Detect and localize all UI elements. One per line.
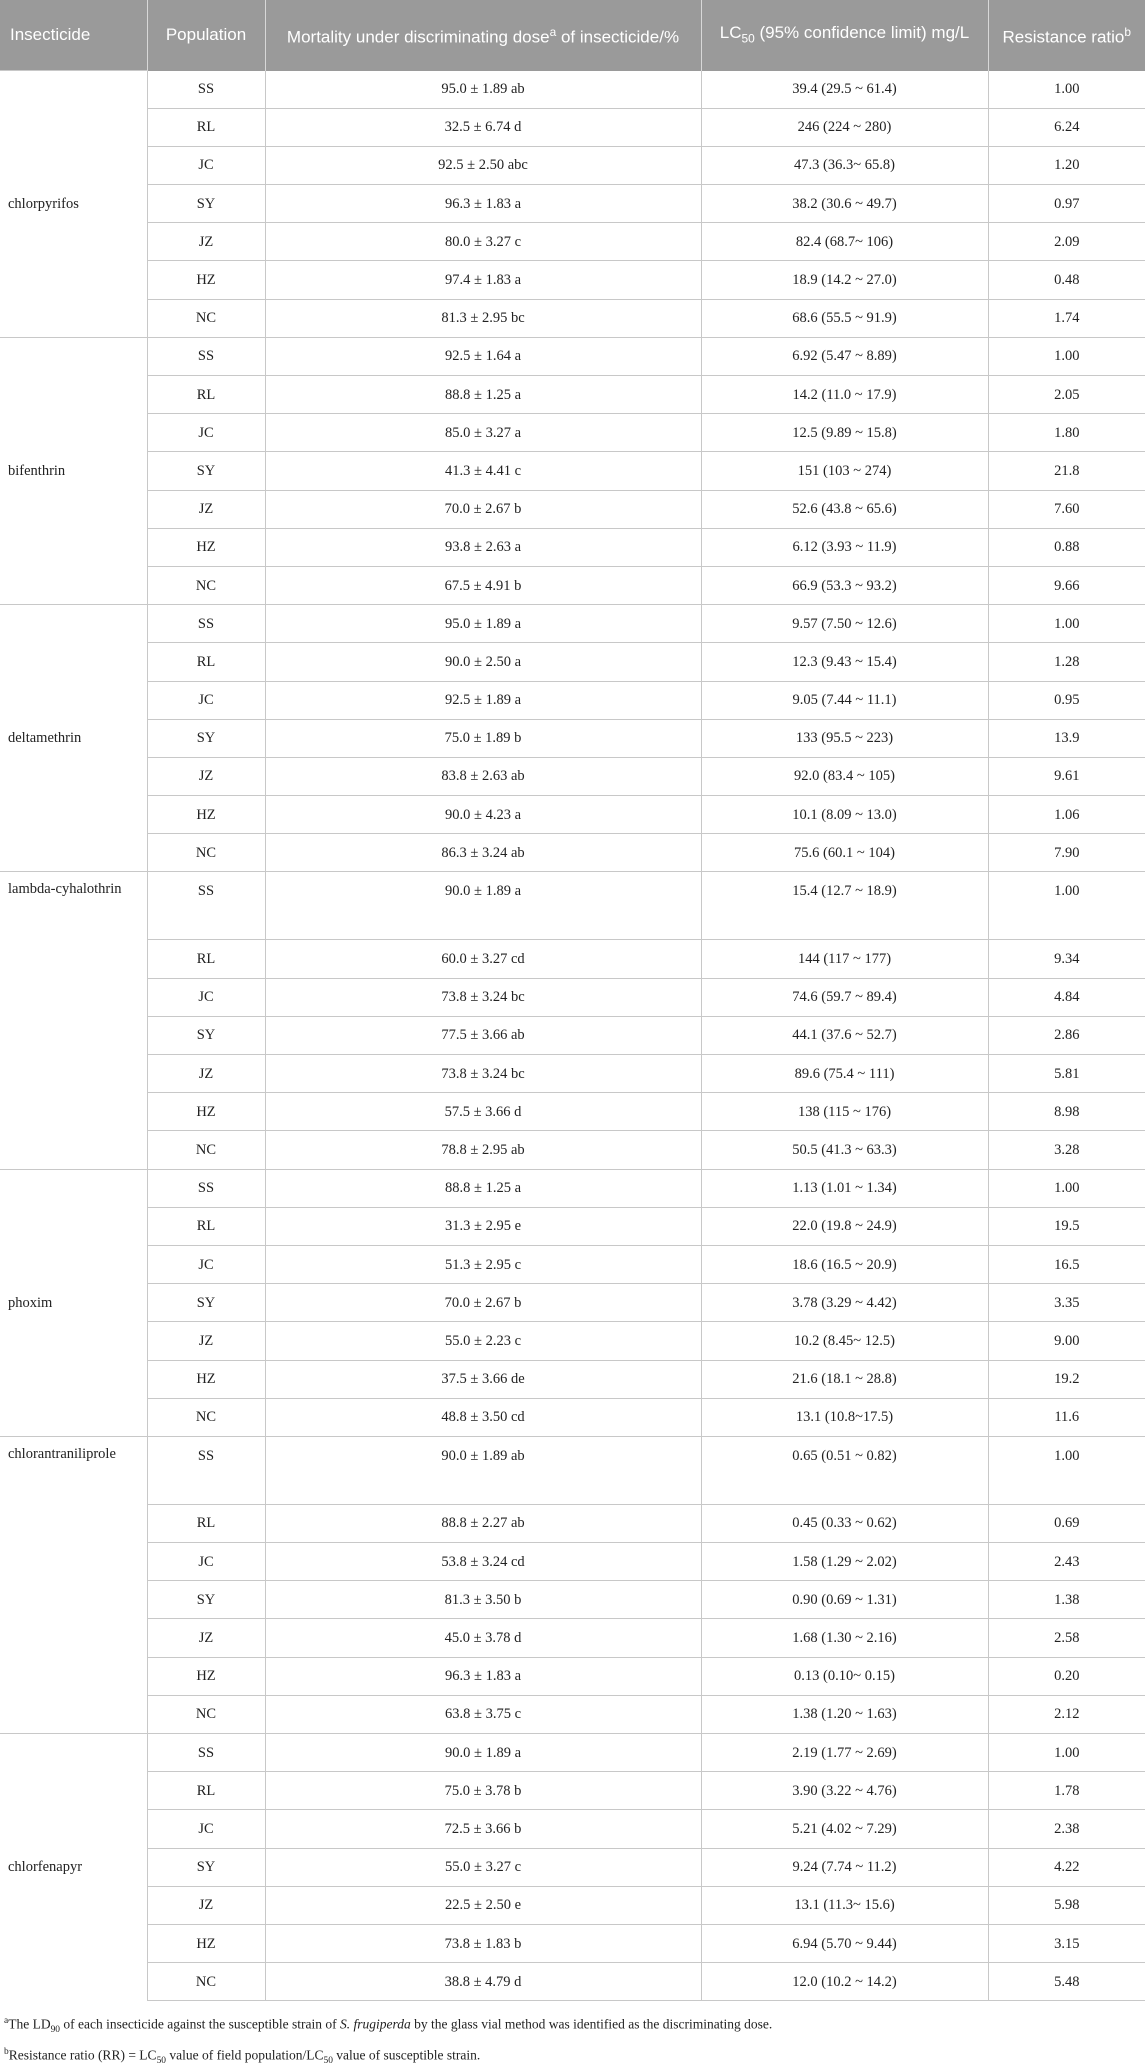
resistance-ratio-cell: 0.20 <box>988 1657 1145 1695</box>
population-cell: RL <box>147 1207 265 1245</box>
resistance-ratio-cell: 2.05 <box>988 376 1145 414</box>
lc50-cell: 10.1 (8.09 ~ 13.0) <box>701 796 988 834</box>
mortality-cell: 92.5 ± 1.89 a <box>265 681 701 719</box>
mortality-cell: 95.0 ± 1.89 ab <box>265 71 701 109</box>
footnote-marker-a: a <box>549 25 557 40</box>
mortality-cell: 70.0 ± 2.67 b <box>265 1284 701 1322</box>
mortality-cell: 85.0 ± 3.27 a <box>265 414 701 452</box>
mortality-cell: 75.0 ± 3.78 b <box>265 1772 701 1810</box>
resistance-ratio-cell: 1.74 <box>988 299 1145 337</box>
population-cell: SS <box>147 1436 265 1504</box>
table-row <box>0 223 1145 261</box>
mortality-cell: 31.3 ± 2.95 e <box>265 1207 701 1245</box>
lc50-cell: 21.6 (18.1 ~ 28.8) <box>701 1360 988 1398</box>
mortality-cell: 77.5 ± 3.66 ab <box>265 1016 701 1054</box>
mortality-cell: 95.0 ± 1.89 a <box>265 605 701 643</box>
resistance-ratio-cell: 1.00 <box>988 337 1145 375</box>
table-row <box>0 1543 1145 1581</box>
table-row <box>0 1848 1145 1886</box>
table-row <box>0 719 1145 757</box>
footnote-a-marker: a <box>4 2016 9 2027</box>
table-row <box>0 1963 1145 2001</box>
table-row <box>0 1398 1145 1436</box>
mortality-cell: 70.0 ± 2.67 b <box>265 490 701 528</box>
mortality-cell: 32.5 ± 6.74 d <box>265 108 701 146</box>
header-resistance-ratio <box>988 0 1145 71</box>
resistance-ratio-cell: 1.20 <box>988 146 1145 184</box>
population-cell: JZ <box>147 223 265 261</box>
lc50-cell: 1.13 (1.01 ~ 1.34) <box>701 1169 988 1207</box>
resistance-ratio-cell: 6.24 <box>988 108 1145 146</box>
population-cell: HZ <box>147 1657 265 1695</box>
lc50-cell: 3.78 (3.29 ~ 4.42) <box>701 1284 988 1322</box>
lc50-cell: 18.9 (14.2 ~ 27.0) <box>701 261 988 299</box>
resistance-ratio-cell: 2.58 <box>988 1619 1145 1657</box>
lc50-cell: 12.5 (9.89 ~ 15.8) <box>701 414 988 452</box>
population-cell: JZ <box>147 490 265 528</box>
population-cell: RL <box>147 108 265 146</box>
mortality-cell: 48.8 ± 3.50 cd <box>265 1398 701 1436</box>
table-row <box>0 337 1145 375</box>
table-row <box>0 146 1145 184</box>
lc50-cell: 89.6 (75.4 ~ 111) <box>701 1055 988 1093</box>
header-population: Population <box>147 0 265 71</box>
mortality-cell: 96.3 ± 1.83 a <box>265 185 701 223</box>
insecticide-cell: phoxim <box>0 1169 147 1436</box>
population-cell: SY <box>147 719 265 757</box>
resistance-ratio-cell: 8.98 <box>988 1093 1145 1131</box>
table-row <box>0 1695 1145 1733</box>
table-row <box>0 490 1145 528</box>
footnote-a-text: The LD <box>8 2016 51 2032</box>
lc50-cell: 0.13 (0.10~ 0.15) <box>701 1657 988 1695</box>
population-cell: HZ <box>147 528 265 566</box>
resistance-ratio-cell: 1.78 <box>988 1772 1145 1810</box>
resistance-ratio-cell: 0.88 <box>988 528 1145 566</box>
mortality-cell: 63.8 ± 3.75 c <box>265 1695 701 1733</box>
table-row <box>0 1131 1145 1169</box>
mortality-cell: 53.8 ± 3.24 cd <box>265 1543 701 1581</box>
table-row <box>0 452 1145 490</box>
population-cell: SY <box>147 1016 265 1054</box>
resistance-ratio-cell: 21.8 <box>988 452 1145 490</box>
population-cell: JZ <box>147 1619 265 1657</box>
mortality-cell: 55.0 ± 3.27 c <box>265 1848 701 1886</box>
population-cell: SS <box>147 337 265 375</box>
table-row <box>0 414 1145 452</box>
table-row <box>0 1504 1145 1542</box>
header-mortality <box>265 0 701 71</box>
population-cell: JZ <box>147 1886 265 1924</box>
mortality-cell: 55.0 ± 2.23 c <box>265 1322 701 1360</box>
resistance-ratio-cell: 11.6 <box>988 1398 1145 1436</box>
lc50-cell: 9.05 (7.44 ~ 11.1) <box>701 681 988 719</box>
mortality-cell: 81.3 ± 3.50 b <box>265 1581 701 1619</box>
lc50-cell: 246 (224 ~ 280) <box>701 108 988 146</box>
population-cell: SY <box>147 452 265 490</box>
table-row <box>0 1886 1145 1924</box>
mortality-cell: 51.3 ± 2.95 c <box>265 1245 701 1283</box>
lc50-cell: 0.90 (0.69 ~ 1.31) <box>701 1581 988 1619</box>
table-row <box>0 796 1145 834</box>
table-row <box>0 834 1145 872</box>
lc50-cell: 18.6 (16.5 ~ 20.9) <box>701 1245 988 1283</box>
resistance-ratio-cell: 1.80 <box>988 414 1145 452</box>
table-row <box>0 872 1145 940</box>
resistance-ratio-cell: 0.97 <box>988 185 1145 223</box>
resistance-ratio-cell: 2.12 <box>988 1695 1145 1733</box>
header-lc-suffix: (95% confidence limit) mg/L <box>754 22 970 42</box>
population-cell: SS <box>147 71 265 109</box>
resistance-ratio-cell: 1.00 <box>988 872 1145 940</box>
lc50-cell: 74.6 (59.7 ~ 89.4) <box>701 978 988 1016</box>
insecticide-cell: lambda-cyhalothrin <box>0 872 147 1169</box>
population-cell: RL <box>147 1772 265 1810</box>
footnote-b-text-mid: value of field population/LC <box>166 2047 324 2062</box>
mortality-cell: 88.8 ± 1.25 a <box>265 1169 701 1207</box>
lc50-cell: 6.94 (5.70 ~ 9.44) <box>701 1924 988 1962</box>
footnote-b-subscript-1: 50 <box>156 2055 166 2066</box>
table-body <box>0 71 1145 2001</box>
mortality-cell: 75.0 ± 1.89 b <box>265 719 701 757</box>
table-row <box>0 1810 1145 1848</box>
table-row <box>0 1619 1145 1657</box>
resistance-ratio-cell: 5.98 <box>988 1886 1145 1924</box>
header-row <box>0 0 1145 71</box>
resistance-ratio-cell: 9.34 <box>988 940 1145 978</box>
population-cell: SY <box>147 1581 265 1619</box>
lc50-cell: 5.21 (4.02 ~ 7.29) <box>701 1810 988 1848</box>
mortality-cell: 90.0 ± 1.89 a <box>265 1734 701 1772</box>
footnote-b-subscript-2: 50 <box>323 2055 333 2066</box>
resistance-ratio-cell: 4.22 <box>988 1848 1145 1886</box>
table-row <box>0 1772 1145 1810</box>
mortality-cell: 88.8 ± 1.25 a <box>265 376 701 414</box>
population-cell: NC <box>147 1398 265 1436</box>
resistance-ratio-cell: 13.9 <box>988 719 1145 757</box>
insecticide-cell: bifenthrin <box>0 337 147 604</box>
table-row <box>0 261 1145 299</box>
footnote-a-text-end: by the glass vial method was identified as the discriminating dose. <box>410 2016 773 2032</box>
mortality-cell: 90.0 ± 1.89 ab <box>265 1436 701 1504</box>
lc50-cell: 9.24 (7.74 ~ 11.2) <box>701 1848 988 1886</box>
table-row <box>0 528 1145 566</box>
table-row <box>0 185 1145 223</box>
lc50-cell: 12.3 (9.43 ~ 15.4) <box>701 643 988 681</box>
resistance-ratio-cell: 19.2 <box>988 1360 1145 1398</box>
resistance-ratio-cell: 9.00 <box>988 1322 1145 1360</box>
population-cell: HZ <box>147 796 265 834</box>
mortality-cell: 78.8 ± 2.95 ab <box>265 1131 701 1169</box>
lc50-cell: 0.65 (0.51 ~ 0.82) <box>701 1436 988 1504</box>
table-row <box>0 1016 1145 1054</box>
lc50-cell: 13.1 (10.8~17.5) <box>701 1398 988 1436</box>
header-insecticide: Insecticide <box>0 0 147 71</box>
table-row <box>0 1055 1145 1093</box>
resistance-ratio-cell: 1.38 <box>988 1581 1145 1619</box>
mortality-cell: 22.5 ± 2.50 e <box>265 1886 701 1924</box>
table-row <box>0 1360 1145 1398</box>
population-cell: HZ <box>147 1093 265 1131</box>
header-rr-text: Resistance ratio <box>1002 28 1125 48</box>
population-cell: HZ <box>147 1360 265 1398</box>
population-cell: JC <box>147 1543 265 1581</box>
insecticide-cell: chlorfenapyr <box>0 1734 147 2001</box>
population-cell: RL <box>147 940 265 978</box>
resistance-ratio-cell: 5.81 <box>988 1055 1145 1093</box>
mortality-cell: 67.5 ± 4.91 b <box>265 566 701 604</box>
resistance-ratio-cell: 7.60 <box>988 490 1145 528</box>
footnote-b-marker: b <box>4 2046 9 2057</box>
population-cell: SY <box>147 1284 265 1322</box>
population-cell: JC <box>147 146 265 184</box>
population-cell: NC <box>147 299 265 337</box>
table-row <box>0 643 1145 681</box>
mortality-cell: 92.5 ± 1.64 a <box>265 337 701 375</box>
lc50-cell: 44.1 (37.6 ~ 52.7) <box>701 1016 988 1054</box>
lc50-cell: 50.5 (41.3 ~ 63.3) <box>701 1131 988 1169</box>
mortality-cell: 45.0 ± 3.78 d <box>265 1619 701 1657</box>
resistance-ratio-cell: 1.00 <box>988 1734 1145 1772</box>
resistance-ratio-cell: 0.69 <box>988 1504 1145 1542</box>
mortality-cell: 73.8 ± 3.24 bc <box>265 978 701 1016</box>
population-cell: JC <box>147 681 265 719</box>
table-row <box>0 1734 1145 1772</box>
table-row <box>0 1207 1145 1245</box>
table-row <box>0 299 1145 337</box>
lc50-cell: 75.6 (60.1 ~ 104) <box>701 834 988 872</box>
table-row <box>0 978 1145 1016</box>
table-header <box>0 0 1145 71</box>
lc50-cell: 0.45 (0.33 ~ 0.62) <box>701 1504 988 1542</box>
mortality-cell: 60.0 ± 3.27 cd <box>265 940 701 978</box>
resistance-ratio-cell: 4.84 <box>988 978 1145 1016</box>
resistance-ratio-cell: 1.00 <box>988 71 1145 109</box>
lc50-cell: 6.92 (5.47 ~ 8.89) <box>701 337 988 375</box>
resistance-ratio-cell: 2.86 <box>988 1016 1145 1054</box>
mortality-cell: 80.0 ± 3.27 c <box>265 223 701 261</box>
population-cell: NC <box>147 1963 265 2001</box>
table-row <box>0 1436 1145 1504</box>
table-row <box>0 757 1145 795</box>
population-cell: HZ <box>147 1924 265 1962</box>
footnote-a-text-mid: of each insecticide against the susceptible strain of <box>60 2016 341 2032</box>
footnotes <box>0 2001 1145 2071</box>
mortality-cell: 37.5 ± 3.66 de <box>265 1360 701 1398</box>
lc50-cell: 68.6 (55.5 ~ 91.9) <box>701 299 988 337</box>
table-row <box>0 1169 1145 1207</box>
lc50-cell: 138 (115 ~ 176) <box>701 1093 988 1131</box>
lc50-cell: 38.2 (30.6 ~ 49.7) <box>701 185 988 223</box>
header-mortality-text: Mortality under discriminating dose <box>286 28 550 48</box>
resistance-ratio-cell: 2.09 <box>988 223 1145 261</box>
lc50-cell: 13.1 (11.3~ 15.6) <box>701 1886 988 1924</box>
mortality-cell: 73.8 ± 3.24 bc <box>265 1055 701 1093</box>
footnote-b <box>4 2042 1141 2072</box>
mortality-cell: 73.8 ± 1.83 b <box>265 1924 701 1962</box>
population-cell: SS <box>147 605 265 643</box>
lc50-cell: 1.38 (1.20 ~ 1.63) <box>701 1695 988 1733</box>
resistance-ratio-cell: 0.95 <box>988 681 1145 719</box>
resistance-ratio-cell: 7.90 <box>988 834 1145 872</box>
resistance-ratio-cell: 5.48 <box>988 1963 1145 2001</box>
population-cell: RL <box>147 643 265 681</box>
insecticide-cell: chlorantraniliprole <box>0 1436 147 1733</box>
footnote-a-species: S. frugiperda <box>340 2016 411 2032</box>
insecticide-cell: deltamethrin <box>0 605 147 872</box>
population-cell: JZ <box>147 1322 265 1360</box>
population-cell: NC <box>147 1695 265 1733</box>
footnote-a-subscript: 90 <box>50 2025 60 2036</box>
population-cell: SY <box>147 185 265 223</box>
population-cell: SS <box>147 872 265 940</box>
mortality-cell: 86.3 ± 3.24 ab <box>265 834 701 872</box>
resistance-ratio-cell: 9.66 <box>988 566 1145 604</box>
footnote-b-text-end: value of susceptible strain. <box>332 2047 481 2062</box>
resistance-ratio-cell: 3.15 <box>988 1924 1145 1962</box>
lc50-cell: 66.9 (53.3 ~ 93.2) <box>701 566 988 604</box>
table-row <box>0 605 1145 643</box>
population-cell: SS <box>147 1734 265 1772</box>
mortality-cell: 57.5 ± 3.66 d <box>265 1093 701 1131</box>
mortality-cell: 90.0 ± 1.89 a <box>265 872 701 940</box>
table-row <box>0 71 1145 109</box>
population-cell: NC <box>147 834 265 872</box>
mortality-cell: 41.3 ± 4.41 c <box>265 452 701 490</box>
population-cell: JC <box>147 1810 265 1848</box>
mortality-cell: 81.3 ± 2.95 bc <box>265 299 701 337</box>
table-row <box>0 1581 1145 1619</box>
mortality-cell: 96.3 ± 1.83 a <box>265 1657 701 1695</box>
insecticide-cell: chlorpyrifos <box>0 71 147 338</box>
population-cell: SY <box>147 1848 265 1886</box>
lc50-cell: 14.2 (11.0 ~ 17.9) <box>701 376 988 414</box>
lc50-cell: 3.90 (3.22 ~ 4.76) <box>701 1772 988 1810</box>
header-lc-subscript: 50 <box>741 30 755 45</box>
resistance-ratio-cell: 3.28 <box>988 1131 1145 1169</box>
population-cell: NC <box>147 1131 265 1169</box>
mortality-cell: 90.0 ± 2.50 a <box>265 643 701 681</box>
header-mortality-suffix: of insecticide/% <box>556 28 680 48</box>
table-row <box>0 376 1145 414</box>
table-row <box>0 1657 1145 1695</box>
mortality-cell: 93.8 ± 2.63 a <box>265 528 701 566</box>
resistance-ratio-cell: 1.00 <box>988 1169 1145 1207</box>
table-row <box>0 1284 1145 1322</box>
lc50-cell: 1.58 (1.29 ~ 2.02) <box>701 1543 988 1581</box>
resistance-ratio-cell: 1.06 <box>988 796 1145 834</box>
population-cell: JC <box>147 1245 265 1283</box>
lc50-cell: 15.4 (12.7 ~ 18.9) <box>701 872 988 940</box>
table-row <box>0 1322 1145 1360</box>
population-cell: JZ <box>147 757 265 795</box>
mortality-cell: 72.5 ± 3.66 b <box>265 1810 701 1848</box>
lc50-cell: 52.6 (43.8 ~ 65.6) <box>701 490 988 528</box>
table-row <box>0 1245 1145 1283</box>
lc50-cell: 9.57 (7.50 ~ 12.6) <box>701 605 988 643</box>
resistance-ratio-cell: 1.28 <box>988 643 1145 681</box>
resistance-ratio-cell: 19.5 <box>988 1207 1145 1245</box>
lc50-cell: 12.0 (10.2 ~ 14.2) <box>701 1963 988 2001</box>
mortality-cell: 97.4 ± 1.83 a <box>265 261 701 299</box>
lc50-cell: 2.19 (1.77 ~ 2.69) <box>701 1734 988 1772</box>
lc50-cell: 39.4 (29.5 ~ 61.4) <box>701 71 988 109</box>
footnote-b-text: Resistance ratio (RR) = LC <box>8 2047 157 2062</box>
lc50-cell: 1.68 (1.30 ~ 2.16) <box>701 1619 988 1657</box>
table-row <box>0 940 1145 978</box>
population-cell: HZ <box>147 261 265 299</box>
resistance-ratio-cell: 2.43 <box>988 1543 1145 1581</box>
lc50-cell: 82.4 (68.7~ 106) <box>701 223 988 261</box>
table-row <box>0 681 1145 719</box>
lc50-cell: 151 (103 ~ 274) <box>701 452 988 490</box>
resistance-ratio-cell: 1.00 <box>988 1436 1145 1504</box>
mortality-cell: 83.8 ± 2.63 ab <box>265 757 701 795</box>
population-cell: JC <box>147 414 265 452</box>
lc50-cell: 47.3 (36.3~ 65.8) <box>701 146 988 184</box>
resistance-ratio-cell: 3.35 <box>988 1284 1145 1322</box>
population-cell: SS <box>147 1169 265 1207</box>
footnote-a <box>4 2011 1141 2041</box>
population-cell: RL <box>147 1504 265 1542</box>
resistance-ratio-cell: 16.5 <box>988 1245 1145 1283</box>
lc50-cell: 144 (117 ~ 177) <box>701 940 988 978</box>
population-cell: JZ <box>147 1055 265 1093</box>
header-lc50 <box>701 0 988 71</box>
table-row <box>0 1924 1145 1962</box>
mortality-cell: 90.0 ± 4.23 a <box>265 796 701 834</box>
mortality-cell: 38.8 ± 4.79 d <box>265 1963 701 2001</box>
footnote-marker-b: b <box>1124 25 1131 40</box>
lc50-cell: 92.0 (83.4 ~ 105) <box>701 757 988 795</box>
table-row <box>0 1093 1145 1131</box>
population-cell: NC <box>147 566 265 604</box>
population-cell: RL <box>147 376 265 414</box>
mortality-cell: 88.8 ± 2.27 ab <box>265 1504 701 1542</box>
mortality-cell: 92.5 ± 2.50 abc <box>265 146 701 184</box>
resistance-ratio-cell: 1.00 <box>988 605 1145 643</box>
header-lc-text: LC <box>719 22 742 42</box>
table-row <box>0 566 1145 604</box>
lc50-cell: 22.0 (19.8 ~ 24.9) <box>701 1207 988 1245</box>
resistance-ratio-cell: 2.38 <box>988 1810 1145 1848</box>
population-cell: JC <box>147 978 265 1016</box>
lc50-cell: 133 (95.5 ~ 223) <box>701 719 988 757</box>
resistance-ratio-cell: 0.48 <box>988 261 1145 299</box>
lc50-cell: 10.2 (8.45~ 12.5) <box>701 1322 988 1360</box>
table-row <box>0 108 1145 146</box>
resistance-ratio-cell: 9.61 <box>988 757 1145 795</box>
lc50-cell: 6.12 (3.93 ~ 11.9) <box>701 528 988 566</box>
